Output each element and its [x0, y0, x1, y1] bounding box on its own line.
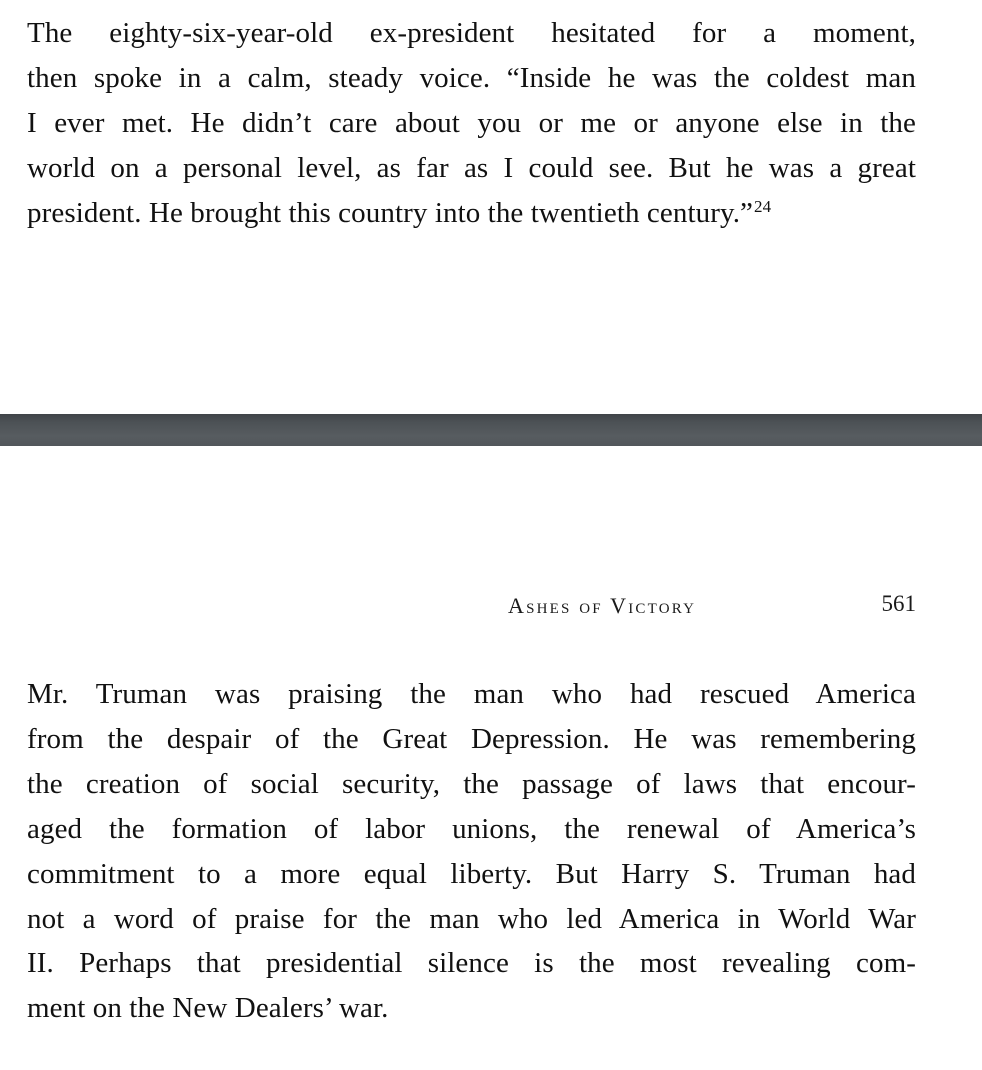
text-line-content: president. He brought this country into the twentieth century.”: [27, 196, 754, 229]
page-number: 561: [881, 591, 916, 616]
text-line: commitment to a more equal liberty. But Harry S. Truman had: [27, 857, 916, 890]
text-line: world on a personal level, as far as I could see. But he was a great: [27, 151, 916, 184]
text-line-last: ment on the New Dealers’ war.: [27, 992, 389, 1025]
text-line: the creation of social security, the passage of laws that encour-: [27, 767, 916, 800]
running-head: Ashes of Victory: [508, 593, 697, 618]
top-page: [0, 0, 982, 414]
text-line: from the despair of the Great Depression. He was remembering: [27, 722, 916, 755]
bottom-page: [0, 446, 982, 1070]
text-line: then spoke in a calm, steady voice. “Inside he was the coldest man: [27, 61, 916, 94]
footnote-reference: 24: [754, 196, 772, 216]
text-line: Mr. Truman was praising the man who had rescued America: [27, 678, 916, 710]
text-line-last: [27, 191, 916, 236]
text-line: The eighty-six-year-old ex-president hesitated for a moment,: [27, 17, 916, 49]
top-paragraph: [27, 11, 916, 236]
text-line: not a word of praise for the man who led America in World War: [27, 902, 916, 935]
page-divider: [0, 414, 982, 446]
text-line: II. Perhaps that presidential silence is the most revealing com-: [27, 947, 916, 980]
text-line: aged the formation of labor unions, the renewal of America’s: [27, 812, 916, 845]
text-line: I ever met. He didn’t care about you or me or anyone else in the: [27, 106, 916, 139]
bottom-paragraph: [27, 672, 916, 1031]
